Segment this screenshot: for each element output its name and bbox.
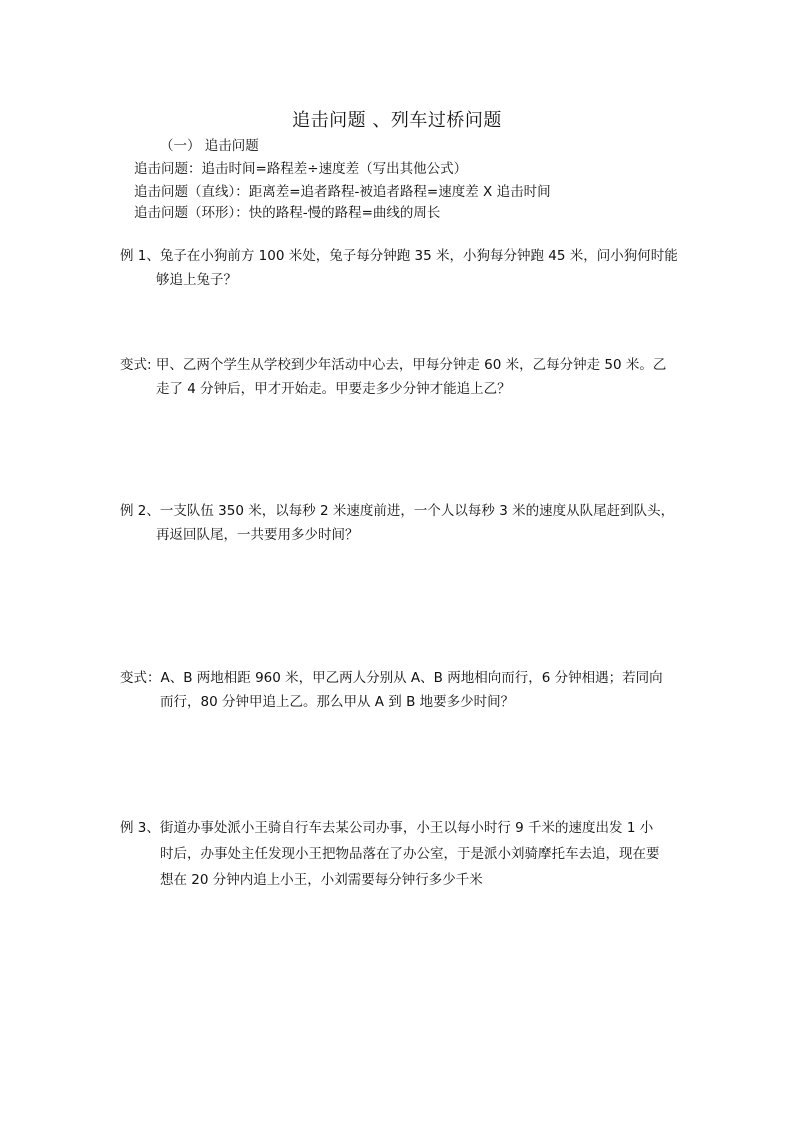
problem-text-line: 例 2、一支队伍 350 米，以每秒 2 米速度前进，一个人以每秒 3 米的速度从队尾赶到队头， bbox=[120, 503, 675, 519]
problem-variant-2 bbox=[120, 666, 680, 714]
problem-example-3 bbox=[120, 815, 680, 893]
problem-text-line: 够追上兔子？ bbox=[156, 272, 237, 288]
problem-text-line: 再返回队尾，一共要用多少时间？ bbox=[156, 527, 359, 543]
problem-text-line: 例 1、兔子在小狗前方 100 米处，兔子每分钟跑 35 米，小狗每分钟跑 45 米，问小狗何时能 bbox=[120, 248, 678, 264]
formula-line: 追击问题（环形）：快的路程-慢的路程=曲线的周长 bbox=[134, 205, 441, 221]
formula-line: 追击问题（直线）：距离差=追者路程-被追者路程=速度差 X 追击时间 bbox=[134, 184, 551, 200]
problem-example-1 bbox=[120, 244, 680, 292]
problem-variant-1 bbox=[120, 353, 680, 401]
problem-text-line: 走了 4 分钟后，甲才开始走。甲要走多少分钟才能追上乙？ bbox=[156, 381, 511, 397]
formula-line: 追击问题：追击时间=路程差÷速度差（写出其他公式） bbox=[134, 161, 468, 177]
section-heading: （一） 追击问题 bbox=[160, 138, 259, 154]
problem-text-line: 变式：A、B 两地相距 960 米，甲乙两人分别从 A、B 两地相向而行，6 分钟相遇；若同向 bbox=[120, 670, 663, 686]
problem-text-line: 例 3、街道办事处派小王骑自行车去某公司办事，小王以每小时行 9 千米的速度出发 1 小 bbox=[120, 820, 654, 836]
problem-text-line: 想在 20 分钟内追上小王，小刘需要每分钟行多少千米 bbox=[160, 872, 483, 888]
problem-text-line: 变式: 甲、乙两个学生从学校到少年活动中心去，甲每分钟走 60 米，乙每分钟走 50 米。乙 bbox=[120, 357, 667, 373]
problem-text-line: 时后，办事处主任发现小王把物品落在了办公室，于是派小刘骑摩托车去追，现在要 bbox=[160, 846, 660, 862]
problem-text-line: 而行，80 分钟甲追上乙。那么甲从 A 到 B 地要多少时间？ bbox=[160, 694, 515, 710]
page-title: 追击问题 、列车过桥问题 bbox=[292, 110, 502, 131]
problem-example-2 bbox=[120, 499, 680, 547]
